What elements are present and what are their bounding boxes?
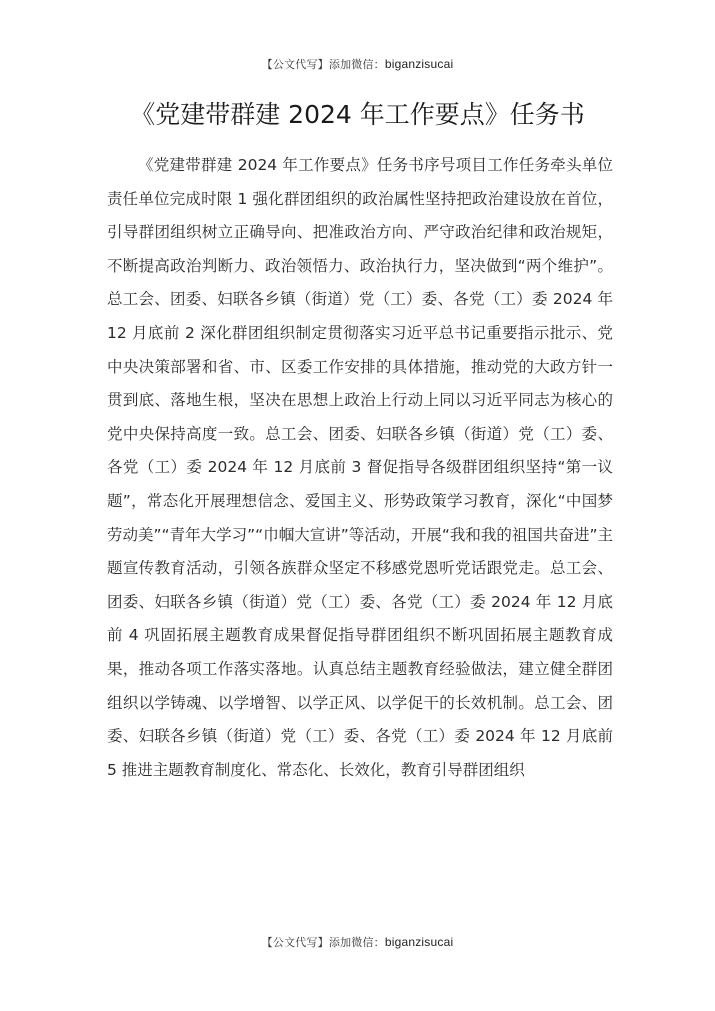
header-watermark-note: [0, 56, 715, 72]
footer-wechat-id: biganzisucai: [384, 935, 454, 949]
document-body-paragraph: 《党建带群建 2024 年工作要点》任务书序号项目工作任务牵头单位责任单位完成时限 1 强化群团组织的政治属性坚持把政治建设放在首位，引导群团组织树立正确导向、把准政治方向、严守政治纪律和政治规矩，不断提高政治判断力、政治领悟力、政治执行力，坚决做到“两个维护”。总工会、团委、妇联各乡镇（街道）党（工）委、各党（工）委 2024 年 12 月底前 2 深化群团组织制定贯彻落实习近平总书记重要指示批示、党中央决策部署和省、市、区委工作安排的具体措施，推动党的大政方针一贯到底、落地生根，坚决在思想上政治上行动上同以习近平同志为核心的党中央保持高度一致。总工会、团委、妇联各乡镇（街道）党（工）委、各党（工）委 2024 年 12 月底前 3 督促指导各级群团组织坚持“第一议题”，常态化开展理想信念、爱国主义、形势政策学习教育，深化“中国梦劳动美”“青年大学习”“巾帼大宣讲”等活动，开展“我和我的祖国共奋进”主题宣传教育活动，引领各族群众坚定不移感党恩听党话跟党走。总工会、团委、妇联各乡镇（街道）党（工）委、各党（工）委 2024 年 12 月底前 4 巩固拓展主题教育成果督促指导群团组织不断巩固拓展主题教育成果，推动各项工作落实落地。认真总结主题教育经验做法，建立健全群团组织以学铸魂、以学增智、以学正风、以学促干的长效机制。总工会、团委、妇联各乡镇（街道）党（工）委、各党（工）委 2024 年 12 月底前 5 推进主题教育制度化、常态化、长效化，教育引导群团组织: [107, 156, 613, 779]
footer-note-prefix: 【公文代写】添加微信：: [261, 936, 385, 949]
header-wechat-id: biganzisucai: [384, 57, 454, 71]
footer-watermark-note: [0, 934, 715, 950]
header-note-prefix: 【公文代写】添加微信：: [261, 58, 385, 71]
document-title: 《党建带群建 2024 年工作要点》任务书: [130, 100, 585, 129]
